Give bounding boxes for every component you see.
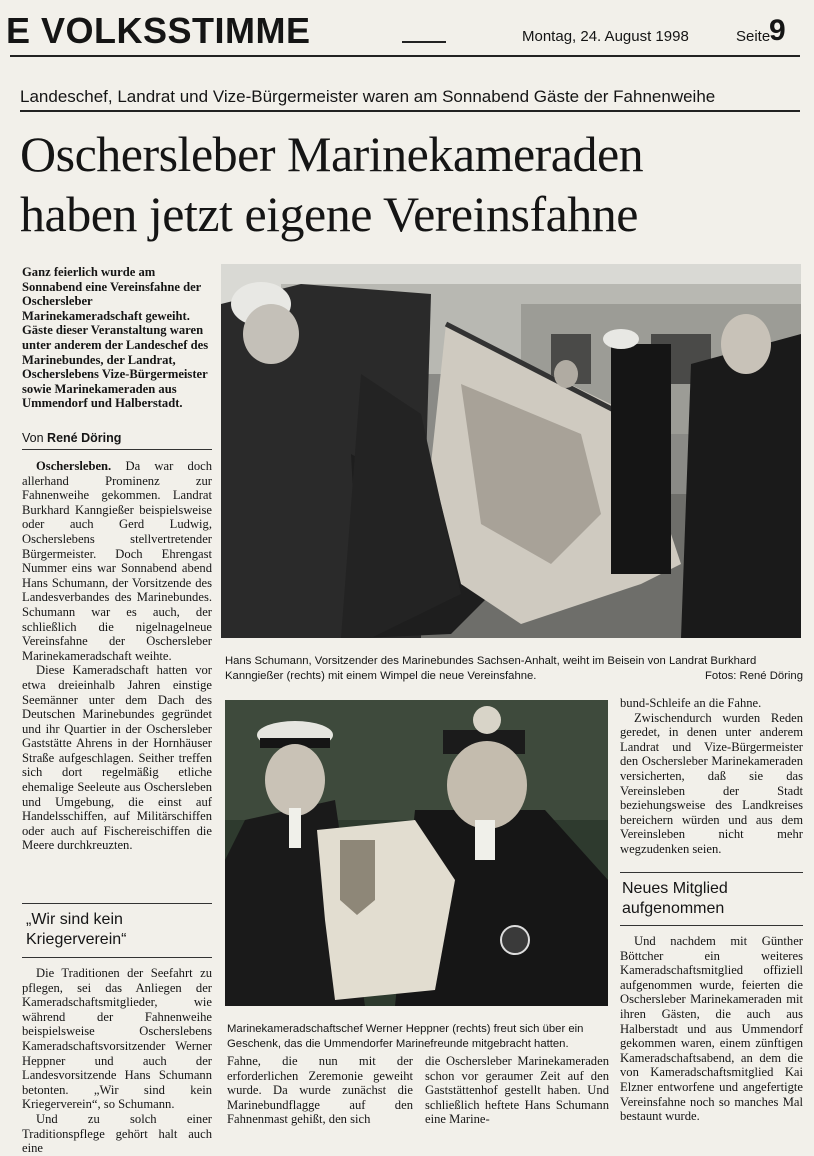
masthead-rule	[10, 55, 800, 57]
body-paragraph-3: Die Traditionen der Seefahrt zu pflegen, sei das Anliegen der Kameradschaftsmitglieder, wie während der Fahnenweihe beispielsweise Oscherslebens Kameradschaftsvorsitzender Werner Heppner und auch der Landesvorsitzende Hans Schumann betonten. „Wir sind kein Kriegerverein“, so Schumann.	[22, 966, 212, 1112]
newspaper-masthead: E VOLKSSTIMME	[6, 10, 311, 51]
masthead-divider	[402, 41, 446, 43]
subhead2-rule-bottom	[620, 925, 803, 926]
headline	[20, 124, 800, 244]
photo-flag-consecration-caption	[225, 654, 803, 683]
headline-line-2: haben jetzt eigene Vereinsfahne	[20, 186, 638, 242]
lead-paragraph: Ganz feierlich wurde am Sonnabend eine Vereinsfahne der Oschersleber Marinekameradschaft geweiht. Gäste dieser Veranstaltung waren unter anderem der Landeschef des Marinebundes, der Landrat, Oscherslebens Vize-Bürgermeister sowie Marinekameraden aus Ummendorf und Halberstadt.	[22, 265, 209, 411]
headline-line-1: Oschersleber Marinekameraden	[20, 126, 644, 182]
byline-author: René Döring	[47, 431, 122, 445]
kicker-rule	[20, 110, 800, 112]
dateline: Oschersleben.	[36, 459, 112, 473]
body-column-2-text: Fahne, die nun mit der erforderlichen Zeremonie geweiht wurde. Da wurde zunächst die Marinebundflagge auf den Fahnenmast gehißt, den sich	[227, 1054, 413, 1127]
body-column-4	[620, 696, 803, 857]
body-column-4-continued	[620, 934, 803, 1124]
body-column-1-continued	[22, 966, 212, 1156]
photo-heppner-gift	[225, 700, 608, 1006]
body-column-1	[22, 459, 212, 853]
body-paragraph-2: Diese Kameradschaft hatten vor etwa dreieinhalb Jahren einstige Seemänner unter dem Dach des Deutschen Marinebundes gegründet und ihr Quartier in der Oschersleber Gaststätte Ahrens in der Hornhäuser Straße aufgeschlagen. Seither treffen sich dort regelmäßig etliche ehemalige Seeleute aus Oschersleben und Umgebung, die einst auf Handelsschiffen, auf Militärschiffen oder auch auf Fischereischiffen die Meere durchkreuzten.	[22, 663, 212, 853]
photo-flag-consecration-image	[221, 264, 801, 638]
photo-flag-consecration	[221, 264, 801, 638]
body-paragraph-4: Und zu solch einer Traditionspflege gehört halt auch eine	[22, 1111, 212, 1156]
body-column-4-p1: bund-Schleife an die Fahne.	[620, 696, 762, 710]
kicker: Landeschef, Landrat und Vize-Bürgermeister waren am Sonnabend Gäste der Fahnenweihe	[20, 87, 716, 106]
caption-text: Hans Schumann, Vorsitzender des Marinebundes Sachsen-Anhalt, weiht im Beisein von Landrat Burkhard Kanngießer (rechts) mit einem Wimpel die neue Vereinsfahne.	[225, 655, 757, 682]
body-column-4-p2: Zwischendurch wurden Reden geredet, in denen unter anderem Landrat und Vize-Bürgermeister den Oschersleber Marinekameraden versicherten, daß sie das Vereinsleben der Stadt beziehungsweise des Landkreises bereichern würden und aus dem Vereinsleben nicht mehr wegzudenken seien.	[620, 710, 803, 856]
byline-rule	[22, 449, 212, 450]
byline-prefix: Von	[22, 431, 44, 445]
photo-heppner-gift-image	[225, 700, 608, 1006]
byline	[22, 431, 121, 445]
photo-heppner-gift-caption: Marinekameradschaftschef Werner Heppner (rechts) freut sich über ein Geschenk, das die Ummendorfer Marinefreunde mitgebracht hatten.	[227, 1023, 584, 1050]
body-column-4-p3: Und nachdem mit Günther Böttcher ein weiteres Kameradschaftsmitglied offiziell aufgenommen wurde, feierten die Oschersleber Marinekameraden mit ihren Gästen, die auch aus Halberstadt und aus Ummendorf gekommen waren, einem zünftigen Kameradschaftsabend, an dem die von Kameradschaftsmitglied Kai Elzner entworfene und angefertigte Vereinsfahne noch so manches Mal bestaunt wurde.	[620, 934, 803, 1124]
body-column-3-text: die Oschersleber Marinekameraden schon vor geraumer Zeit auf den Gaststättenhof gestellt haben. Und schließlich heftete Hans Schumann eine Marine-	[425, 1054, 609, 1127]
issue-date: Montag, 24. August 1998	[522, 28, 689, 45]
subhead-kriegerverein: „Wir sind kein Kriegerverein“	[26, 911, 127, 948]
subhead-rule-bottom	[22, 957, 212, 958]
page-label: Seite	[736, 28, 771, 45]
page-number: 9	[769, 14, 786, 47]
subhead2-rule-top	[620, 872, 803, 873]
body-paragraph-1: Da war doch allerhand Prominenz zur Fahnenweihe gekommen. Landrat Burkhard Kanngießer beispielsweise oder auch Gerd Ludwig, Oscherslebens stellvertretender Bürgermeister. Doch Ehrengast Nummer eins war Sonnabend abend Hans Schumann, der Vorsitzende des Landesverbandes des Marinebundes. Schumann war es auch, der schließlich die nigelnagelneue Vereinsfahne der Oschersleber Marinekameradschaft weihte.	[22, 459, 212, 663]
body-column-3	[425, 1054, 609, 1127]
body-column-2	[227, 1054, 413, 1127]
subhead-rule-top	[22, 903, 212, 904]
subhead-neues-mitglied: Neues Mitglied aufgenommen	[622, 880, 728, 917]
photo-credit: Fotos: René Döring	[705, 669, 803, 682]
